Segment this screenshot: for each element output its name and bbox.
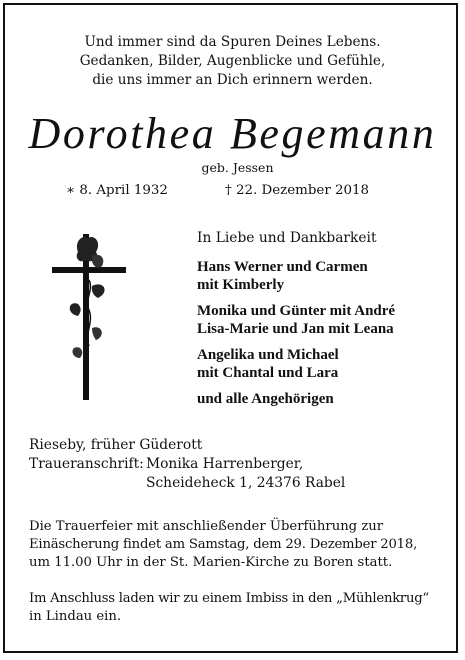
service-line-3: um 11.00 Uhr in der St. Marien-Kirche zu Boren statt. (29, 555, 393, 570)
address-name: Monika Harrenberger, (146, 456, 304, 472)
mourner-line: Monika und Günter mit André (197, 303, 396, 319)
verse-line-3: die uns immer an Dich erinnern werden. (92, 72, 373, 88)
cross-with-rose-icon (48, 230, 130, 402)
mourner-line: Angelika und Michael (197, 347, 339, 363)
reception-line-2: in Lindau ein. (29, 609, 122, 624)
mourner-line: mit Kimberly (197, 277, 285, 293)
mourner-line: Hans Werner und Carmen (197, 259, 368, 275)
address-label: Traueranschrift: (29, 456, 144, 472)
service-text (29, 518, 435, 572)
reception-line-1: Im Anschluss laden wir zu einem Imbiss in den „Mühlenkrug“ (29, 591, 429, 606)
address-street: Scheideheck 1, 24376 Rabel (146, 475, 346, 491)
mourners-intro: In Liebe und Dankbarkeit (197, 230, 377, 246)
mourner-line: Lisa-Marie und Jan mit Leana (197, 321, 394, 337)
service-line-1: Die Trauerfeier mit anschließender Überführung zur (29, 519, 384, 534)
mourner-line-others: und alle Angehörigen (197, 391, 334, 407)
death-date: † 22. Dezember 2018 (225, 183, 370, 198)
birth-date: ∗ 8. April 1932 (66, 183, 168, 198)
deceased-name: Dorothea Begemann (28, 109, 437, 158)
service-line-2: Einäscherung findet am Samstag, dem 29. Dezember 2018, (29, 537, 418, 552)
mourner-line: mit Chantal und Lara (197, 365, 339, 381)
verse-line-1: Und immer sind da Spuren Deines Lebens. (84, 34, 381, 50)
residence: Rieseby, früher Güderott (29, 437, 203, 453)
verse-line-2: Gedanken, Bilder, Augenblicke und Gefühle, (79, 53, 386, 69)
maiden-name: geb. Jessen (201, 160, 274, 175)
